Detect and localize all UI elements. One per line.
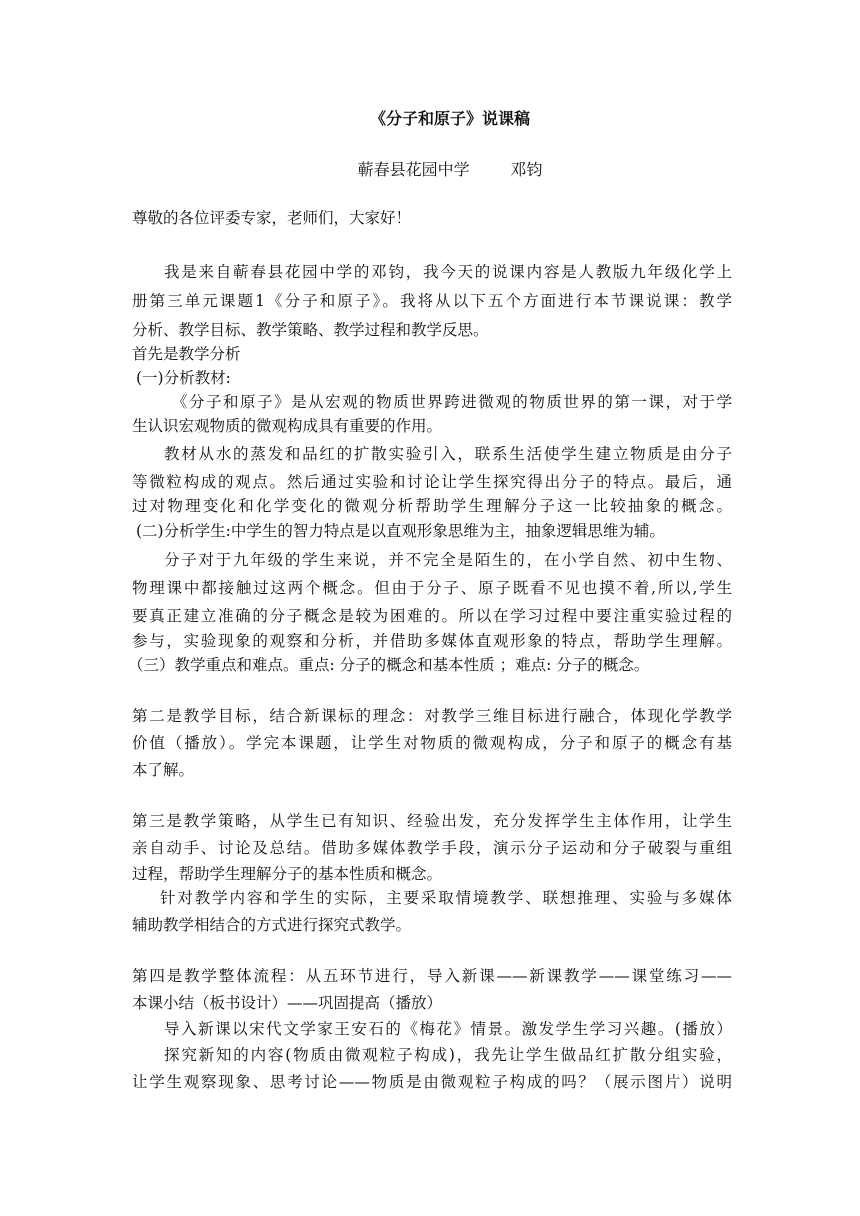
document-title: 《分子和原子》说课稿 <box>369 109 530 128</box>
greeting-line: 尊敬的各位评委专家，老师们，大家好！ <box>132 209 412 227</box>
paragraph-line: 等微粒构成的观点。然后通过实验和讨论让学生探究得出分子的特点。最后，通 <box>132 473 732 491</box>
paragraph-line: 辅助教学相结合的方式进行探究式教学。 <box>132 916 412 934</box>
paragraph-line: 探究新知的内容(物质由微观粒子构成)，我先让学生做品红扩散分组实验， <box>164 1046 732 1064</box>
paragraph-line: 过对物理变化和化学变化的微观分析帮助学生理解分子这一比较抽象的概念。 <box>132 497 732 515</box>
paragraph-line: 生认识宏观物质的微观构成具有重要的作用。 <box>132 417 443 435</box>
paragraph-line: 过程，帮助学生理解分子的基本性质和概念。 <box>132 865 443 883</box>
paragraph-line: 物理课中都接触过这两个概念。但由于分子、原子既看不见也摸不着,所以,学生 <box>132 579 732 597</box>
paragraph-line: 教材从水的蒸发和品红的扩散实验引入，联系生活使学生建立物质是由分子 <box>164 445 732 463</box>
subsection-heading: (二)分析学生:中学生的智力特点是以直观形象思维为主，抽象逻辑思维为辅。 <box>136 522 665 540</box>
paragraph-line: 参与，实验现象的观察和分析，并借助多媒体直观形象的特点，帮助学生理解。 <box>132 632 732 650</box>
paragraph-line: 分析、教学目标、教学策略、教学过程和教学反思。 <box>132 321 489 339</box>
paragraph-line: 我是来自蕲春县花园中学的邓钧，我今天的说课内容是人教版九年级化学上 <box>164 263 732 281</box>
paragraph-line: 《分子和原子》是从宏观的物质世界跨进微观的物质世界的第一课，对于学 <box>172 393 732 411</box>
paragraph-line: 亲自动手、讨论及总结。借助多媒体教学手段，演示分子运动和分子破裂与重组 <box>132 839 732 857</box>
paragraph-line: 本了解。 <box>132 761 195 779</box>
paragraph-line: 让学生观察现象、思考讨论——物质是由微观粒子构成的吗？（展示图片）说明 <box>132 1073 732 1091</box>
section-heading: 首先是教学分析 <box>132 345 241 363</box>
paragraph-line: 分子对于九年级的学生来说，并不完全是陌生的，在小学自然、初中生物、 <box>164 551 732 569</box>
author-line: 蕲春县花园中学 邓钧 <box>357 160 543 179</box>
paragraph-line: 价值（播放）。学完本课题，让学生对物质的微观构成，分子和原子的概念有基 <box>132 734 732 752</box>
paragraph-line: 第四是教学整体流程：从五环节进行，导入新课——新课教学——课堂练习—— <box>132 967 732 985</box>
paragraph-line: 第三是教学策略，从学生已有知识、经验出发，充分发挥学生主体作用，让学生 <box>132 812 732 830</box>
paragraph-line: 本课小结（板书设计）——巩固提高（播放） <box>132 994 443 1012</box>
paragraph-line: 针对教学内容和学生的实际，主要采取情境教学、联想推理、实验与多媒体 <box>160 889 732 907</box>
subsection-heading: (一)分析教材: <box>136 369 231 387</box>
paragraph-line: 册第三单元课题1《分子和原子》。我将从以下五个方面进行本节课说课：教学 <box>132 292 732 310</box>
paragraph-line: 要真正建立准确的分子概念是较为困难的。所以在学习过程中要注重实验过程的 <box>132 607 732 625</box>
subsection-heading: （三）教学重点和难点。重点: 分子的概念和基本性质 ；难点: 分子的概念。 <box>128 656 650 674</box>
paragraph-line: 导入新课以宋代文学家王安石的《梅花》情景。激发学生学习兴趣。(播放） <box>164 1020 732 1038</box>
paragraph-line: 第二是教学目标，结合新课标的理念：对教学三维目标进行融合，体现化学教学 <box>132 707 732 725</box>
